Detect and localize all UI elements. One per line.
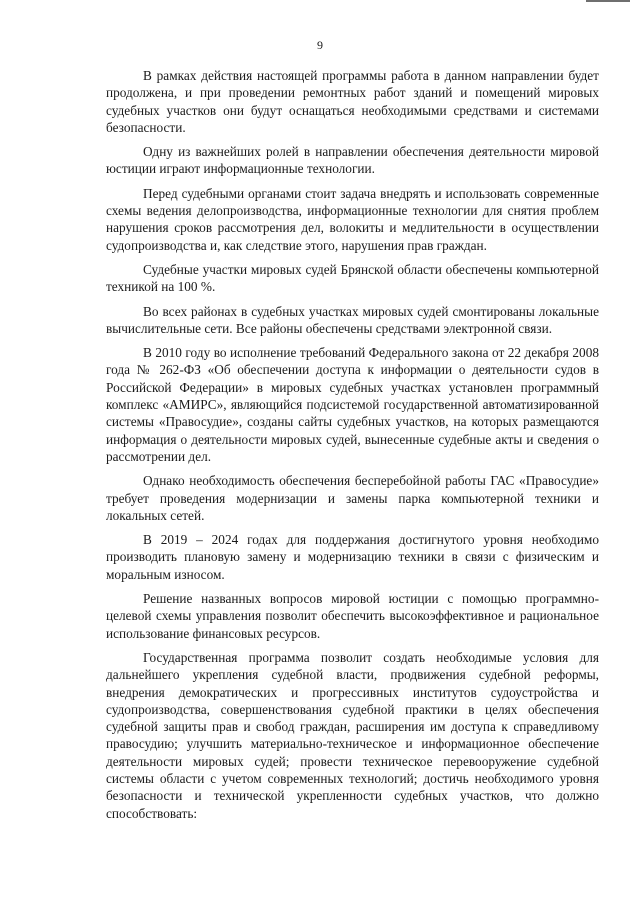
paragraph-computer-equipment: Судебные участки мировых судей Брянской области обеспечены компьютерной техникой на 100 %. xyxy=(106,261,599,295)
scan-edge-mark xyxy=(586,0,630,2)
page-number: 9 xyxy=(317,38,323,52)
paragraph-program-targeted: Решение названных вопросов мировой юстиции с помощью программно-целевой схемы управления позволит обеспечить высокоэффективное и рациональное использование финансовых ресурсов. xyxy=(106,591,599,641)
paragraph-security-equipment: В рамках действия настоящей программы работа в данном направлении будет продолжена, и при проведении ремонтных работ зданий и помещений мировых судебных участков они будут оснащаться необходимыми средствами и системами безопасности. xyxy=(106,68,599,135)
paragraph-amirs-2010: В 2010 году во исполнение требований Федерального закона от 22 декабря 2008 года № 262-ФЗ «Об обеспечении доступа к информации о деятельности судов в Российской Федерации» в мировых судебных участках установлен программный комплекс «АМИРС», являющийся подсистемой государственной автоматизированной системы «Правосудие», созданы сайты судебных участков, на которых размещаются информация о деятельности мировых судей, вынесенные судебные акты и сведения о рассмотрении дел. xyxy=(106,345,599,464)
body-text xyxy=(106,67,599,829)
paragraph-court-tasks: Перед судебными органами стоит задача внедрять и использовать современные схемы ведения делопроизводства, информационные технологии для снятия проблем нарушения сроков рассмотрения дел, волокиты и медлительности в осуществлении судопроизводства и, как следствие этого, нарушения прав граждан. xyxy=(106,185,599,253)
paragraph-it-role: Одну из важнейших ролей в направлении обеспечения деятельности мировой юстиции играют информационные технологии. xyxy=(106,144,599,177)
paragraph-gas-pravosudie: Однако необходимость обеспечения бесперебойной работы ГАС «Правосудие» требует проведения модернизации и замены парка компьютерной техники и локальных сетей. xyxy=(106,473,599,523)
paragraph-local-networks: Во всех районах в судебных участках мировых судей смонтированы локальные вычислительные сети. Все районы обеспечены средствами электронной связи. xyxy=(106,303,599,336)
paragraph-state-program: Государственная программа позволит создать необходимые условия для дальнейшего укрепления судебной власти, продвижения судебной реформы, внедрения демократических и прогрессивных институтов судоустройства и судопроизводства, совершенствования судебной практики в целях обеспечения судебной защиты прав и свобод граждан, расширения им доступа к справедливому правосудию; улучшить материально-техническое и информационное обеспечение деятельности мировых судей; провести техническое перевооружение судебной системы области с учетом современных технологий; достичь необходимого уровня безопасности и технической укрепленности судебных участков, что должно способствовать: xyxy=(106,649,599,821)
paragraph-2019-2024: В 2019 – 2024 годах для поддержания достигнутого уровня необходимо производить плановую замену и модернизацию техники в связи с физическим и моральным износом. xyxy=(106,532,599,582)
